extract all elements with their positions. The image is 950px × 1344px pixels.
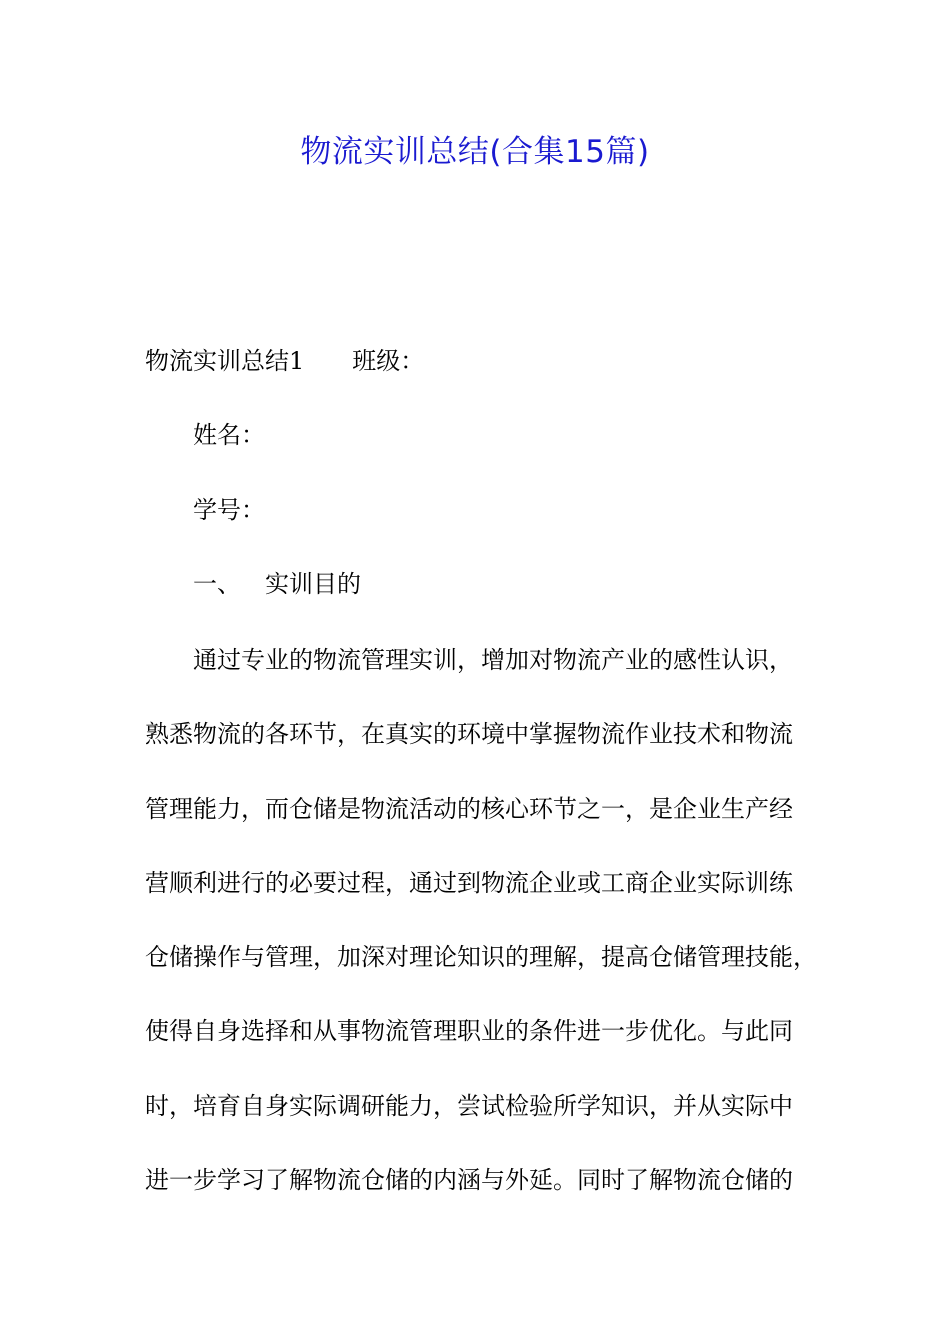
paragraph-line: 进一步学习了解物流仓储的内涵与外延。同时了解物流仓储的 <box>145 1166 793 1194</box>
paragraph-line: 时，培育自身实际调研能力，尝试检验所学知识，并从实际中 <box>145 1092 793 1120</box>
paragraph-line: 使得自身选择和从事物流管理职业的条件进一步优化。与此同 <box>145 1017 793 1045</box>
student-id-label: 学号： <box>193 496 265 524</box>
class-label: 班级： <box>352 347 425 375</box>
section-title: 实训目的 <box>265 570 361 598</box>
paragraph-line: 营顺利进行的必要过程，通过到物流企业或工商企业实际训练 <box>145 869 793 897</box>
paragraph-line: 仓储操作与管理，加深对理论知识的理解，提高仓储管理技能， <box>145 943 817 971</box>
section-number: 一、 <box>193 570 241 598</box>
paragraph-line: 熟悉物流的各环节，在真实的环境中掌握物流作业技术和物流 <box>145 720 793 748</box>
paragraph-line: 通过专业的物流管理实训，增加对物流产业的感性认识， <box>193 646 793 674</box>
section-heading <box>193 564 873 604</box>
document-title: 物流实训总结(合集15篇) <box>300 134 650 170</box>
paragraph-line: 管理能力，而仓储是物流活动的核心环节之一，是企业生产经 <box>145 795 793 823</box>
heading-line <box>145 341 825 381</box>
name-label: 姓名： <box>193 421 265 449</box>
summary-number-label: 物流实训总结1 <box>145 347 305 375</box>
